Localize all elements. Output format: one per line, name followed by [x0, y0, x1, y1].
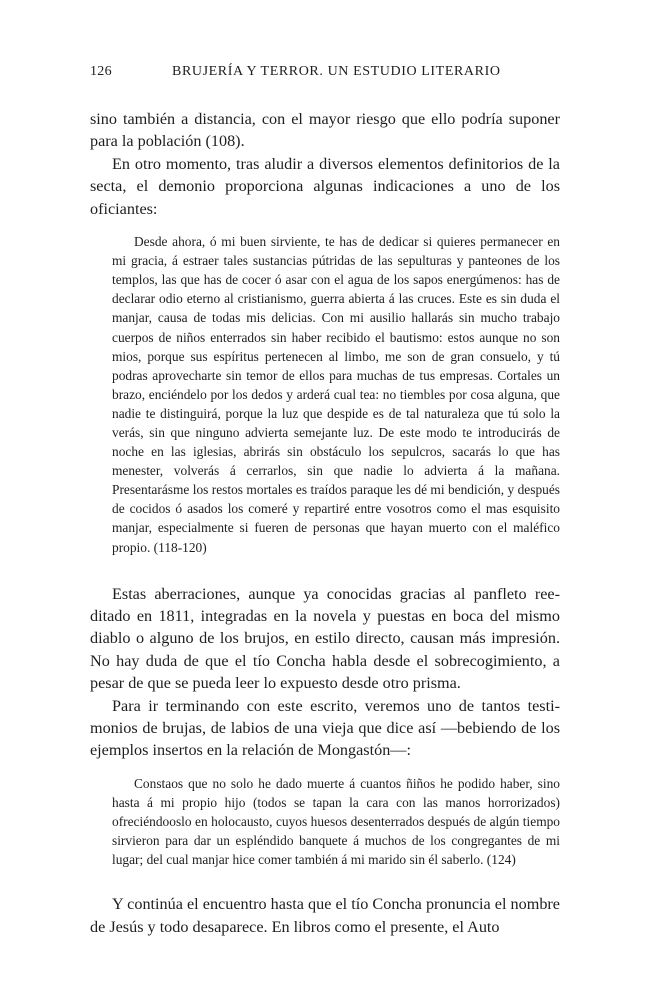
- page-number: 126: [90, 64, 112, 79]
- block-quote-devil-speech: [90, 232, 560, 557]
- block-quote-witch-testimony: [90, 774, 560, 869]
- paragraph-intro-quote: En otro momento, tras aludir a diversos elementos definitorios de la secta, el demonio proporciona algunas indicaciones a uno de los oficiantes:: [90, 154, 560, 218]
- paragraph-testimony-intro: Para ir terminando con este escrito, veremos uno de tantos testimonios de brujas, de labios de una vieja que dice así —bebiendo de los ejemplos insertos en la relación de Mongastón—:: [90, 696, 560, 760]
- paragraph-continuation: sino también a distancia, con el mayor riesgo que ello podría suponer para la población (108).: [90, 110, 560, 151]
- block-quote-text: Desde ahora, ó mi buen sirviente, te has de dedicar si quieres permanecer en mi gracia, á estraer tales sustancias pútridas de las sepulturas y panteones de los templos, las que has de cocer ó asar con el agua de los sapos energúmenos: has de declarar odio eterno al cristianismo, guerra abierta á las cruces. Este es sin duda el manjar, causa de todas mis delicias. Con mi ausilio hallarás sin mucho trabajo cuerpos de niños enterrados sin haber recibido el bautismo: estos aunque no son mios, porque sus espíritus pertenecen al limbo, me son de gran consuelo, y tú podras aprovecharte sin temor de ellos para muchas de tus empresas. Cortales un brazo, enciéndelo por los dedos y arderá cual tea: no tiembles por cosa alguna, que nadie te distinguirá, porque la luz que despide es de tal naturaleza que tú solo la verás, sin que ninguno advierta semejante luz. De este modo te introducirás de noche en las iglesias, abrirás sin obstáculo los sepulcros, sacarás lo que has menester, volverás á cerrarlos, sin que nadie lo advierta á la mañana. Presentarásme los restos mortales es traídos paraque les dé mi bendición, y después de cocidos ó asados los comeré y repartiré entre vosotros como el mas esquisito manjar, especialmente si fueren de personas que hayan muerto con el maléfico propio. (118-120): [112, 234, 560, 555]
- paragraph-aberrations: Estas aberraciones, aunque ya conocidas gracias al panfleto reeditado en 1811, integradas en la novela y puestas en boca del mismo diablo o alguno de los brujos, en estilo directo, causan más impresión. No hay duda de que el tío Concha habla desde el sobrecogimiento, a pesar de que se pueda leer lo expuesto desde otro prisma.: [90, 584, 560, 693]
- paragraph-closing: Y continúa el encuentro hasta que el tío Concha pronuncia el nombre de Jesús y todo desaparece. En libros como el presente, el Auto: [90, 895, 560, 936]
- block-quote-text: Constaos que no solo he dado muerte á cuantos ñiños he podido haber, sino hasta á mi propio hijo (todos se tapan la cara con las manos horrorizados) ofreciéndooslo en holocausto, cuyos huesos desenterrados después de algún tiempo sirvieron para dar un espléndido banquete á muchos de los congregantes de mi lugar; del cual manjar hice comer también á mi marido sin él saberlo. (124): [112, 775, 560, 868]
- page-body: [90, 108, 560, 938]
- running-title: BRUJERÍA Y TERROR. UN ESTUDIO LITERARIO: [172, 64, 501, 79]
